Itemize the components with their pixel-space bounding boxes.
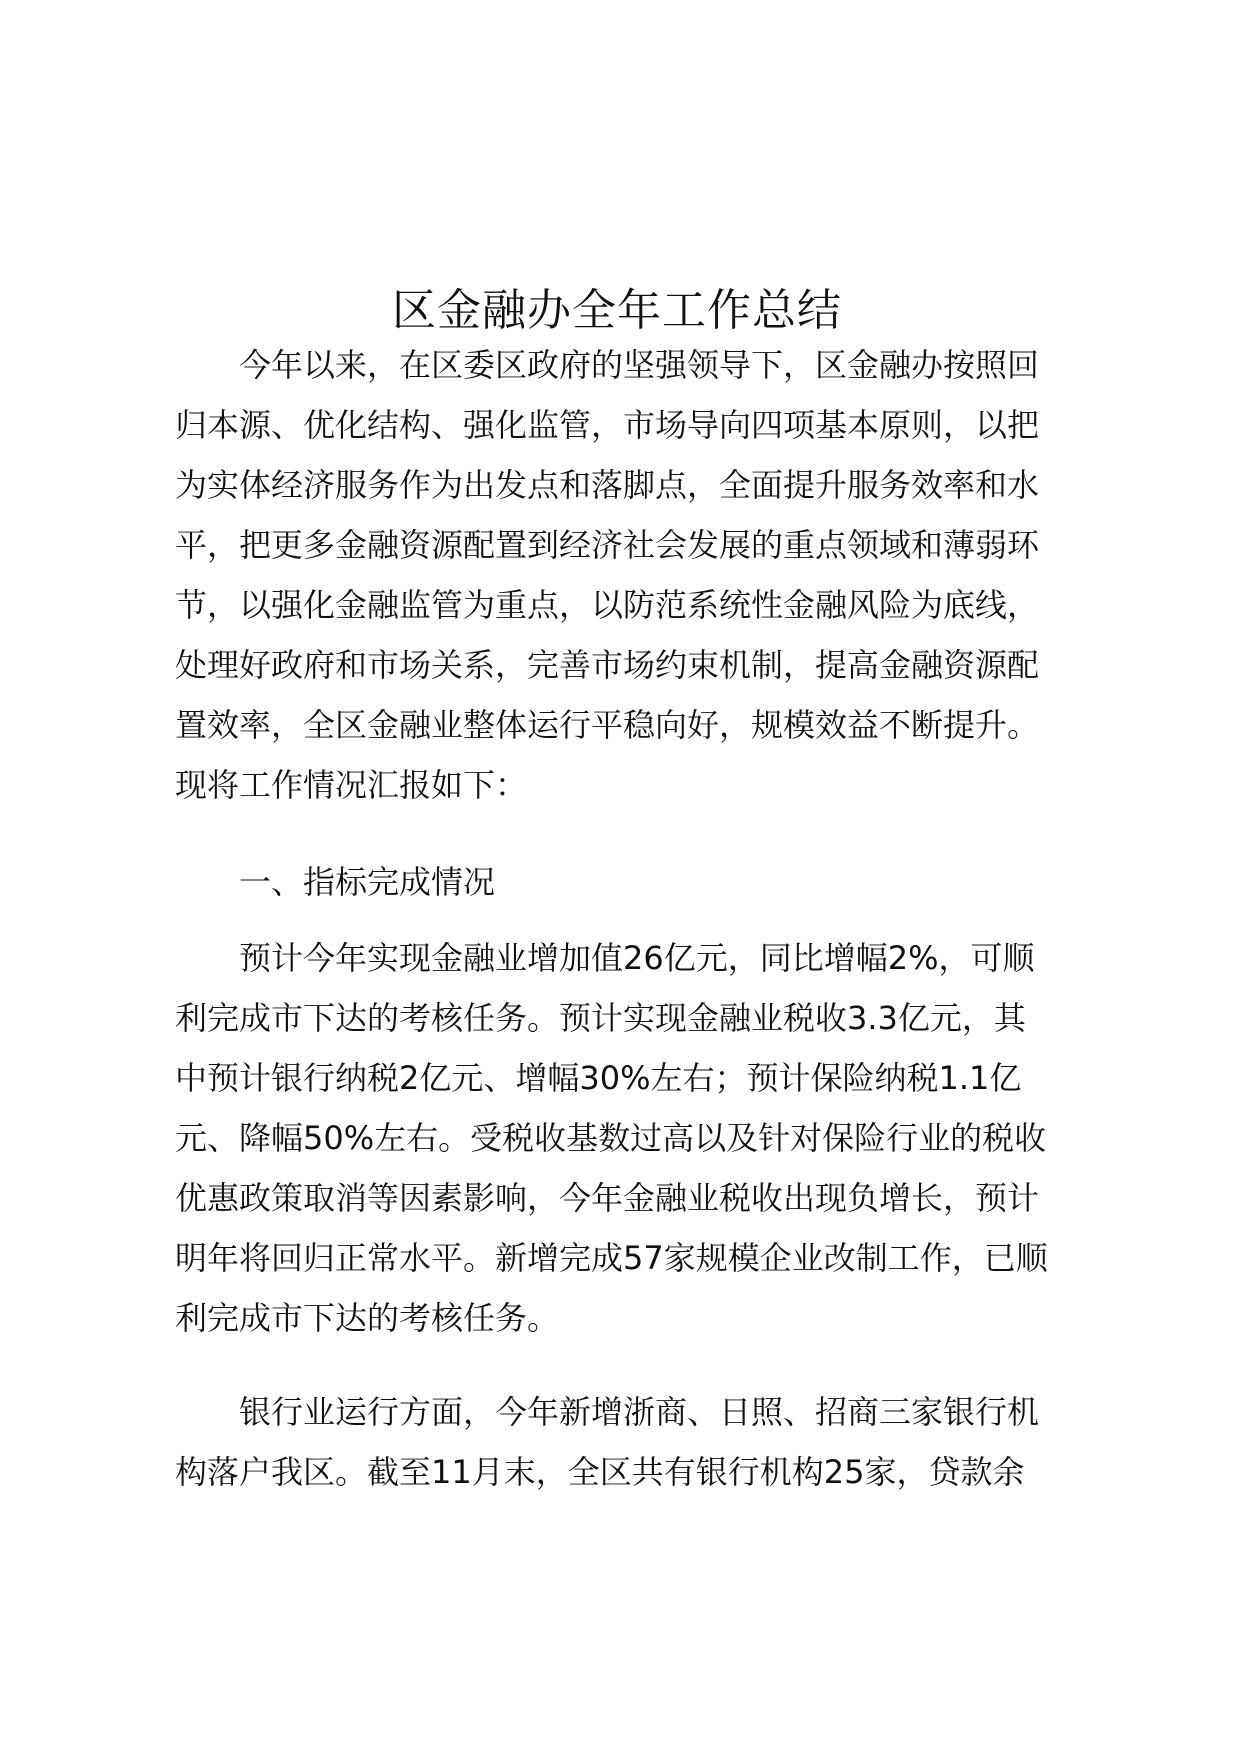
text-line: 为实体经济服务作为出发点和落脚点，全面提升服务效率和水 (175, 466, 1040, 504)
text-line: 元、降幅50%左右。受税收基数过高以及针对保险行业的税收 (175, 1119, 1047, 1157)
text-line: 处理好政府和市场关系，完善市场约束机制，提高金融资源配 (175, 646, 1040, 684)
text-line: 平，把更多金融资源配置到经济社会发展的重点领域和薄弱环 (175, 526, 1040, 564)
text-line: 明年将回归正常水平。新增完成57家规模企业改制工作，已顺 (175, 1239, 1048, 1277)
document-title: 区金融办全年工作总结 (392, 285, 842, 337)
text-line: 优惠政策取消等因素影响，今年金融业税收出现负增长，预计 (175, 1179, 1040, 1217)
text-line: 现将工作情况汇报如下： (175, 766, 528, 804)
paragraph-intro (175, 335, 1105, 815)
text-line: 置效率，全区金融业整体运行平稳向好，规模效益不断提升。 (175, 706, 1040, 744)
text-line: 今年以来，在区委区政府的坚强领导下，区金融办按照回 (175, 346, 1040, 384)
text-line: 利完成市下达的考核任务。预计实现金融业税收3.3亿元，其 (175, 999, 1026, 1037)
paragraph-banking (175, 1382, 1105, 1502)
text-line: 归本源、优化结构、强化监管，市场导向四项基本原则，以把 (175, 406, 1040, 444)
heading-text: 一、指标完成情况 (175, 863, 496, 901)
paragraph-indicators (175, 928, 1105, 1348)
text-line: 预计今年实现金融业增加值26亿元，同比增幅2%，可顺 (175, 939, 1035, 977)
text-line: 中预计银行纳税2亿元、增幅30%左右；预计保险纳税1.1亿 (175, 1059, 1022, 1097)
text-line: 银行业运行方面，今年新增浙商、日照、招商三家银行机 (175, 1393, 1040, 1431)
text-line: 构落户我区。截至11月末，全区共有银行机构25家，贷款余 (175, 1453, 1025, 1491)
text-line: 节，以强化金融监管为重点，以防范系统性金融风险为底线， (175, 586, 1040, 624)
text-line: 利完成市下达的考核任务。 (175, 1299, 560, 1337)
section-heading-1 (175, 852, 1105, 912)
